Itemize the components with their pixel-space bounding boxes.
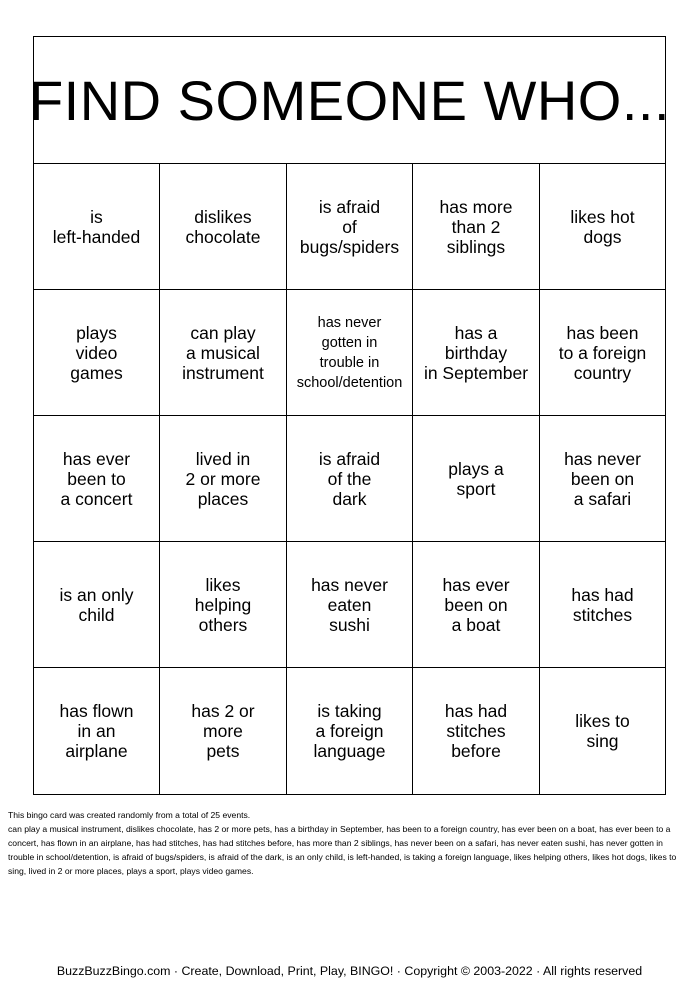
- bingo-cell: is afraid of the dark: [287, 416, 413, 542]
- bingo-cell: plays a sport: [413, 416, 540, 542]
- bingo-cell: has more than 2 siblings: [413, 164, 540, 290]
- bingo-cell: has ever been on a boat: [413, 542, 540, 668]
- bingo-cell: is taking a foreign language: [287, 668, 413, 794]
- card-title: FIND SOMEONE WHO...: [34, 37, 665, 164]
- bingo-cell: likes hot dogs: [540, 164, 665, 290]
- bingo-cell: has had stitches before: [413, 668, 540, 794]
- bingo-cell: likes to sing: [575, 711, 630, 751]
- bingo-cell: is an only child: [34, 542, 160, 668]
- bingo-cell: can play a musical instrument: [160, 290, 287, 416]
- note-events: can play a musical instrument, dislikes chocolate, has 2 or more pets, has a birthday in September, has been to a foreign country, has ever been on a boat, has ever been to a concert, has flown in an airplane, has had stitches, has had stitches before, has more than 2 siblings, has never been on a safari, has never eaten sushi, has never gotten in trouble in school/detention, is afraid of bugs/spiders, is afraid of the dark, is an only child, is left-handed, is taking a foreign language, likes helping others, likes hot dogs, likes to sing, lived in 2 or more places, plays a sport, plays video games.: [8, 824, 677, 876]
- bingo-cell: has never eaten sushi: [287, 542, 413, 668]
- bingo-cell: has had stitches: [540, 542, 665, 668]
- bingo-cell: has never gotten in trouble in school/detention: [287, 290, 413, 416]
- note-intro: This bingo card was created randomly from a total of 25 events.: [8, 810, 251, 820]
- card-note: [8, 808, 688, 878]
- bingo-cell: has never been on a safari: [540, 416, 665, 542]
- bingo-cell: is left-handed: [34, 164, 160, 290]
- bingo-cell: has flown in an airplane: [34, 668, 160, 794]
- bingo-cell: has 2 or more pets: [160, 668, 287, 794]
- bingo-cell: likes helping others: [160, 542, 287, 668]
- bingo-cell: plays video games: [34, 290, 160, 416]
- bingo-cell: lived in 2 or more places: [160, 416, 287, 542]
- bingo-cell: dislikes chocolate: [160, 164, 287, 290]
- bingo-cell: has ever been to a concert: [34, 416, 160, 542]
- footer-copyright: BuzzBuzzBingo.com · Create, Download, Print, Play, BINGO! · Copyright © 2003-2022 · All rights reserved: [56, 964, 643, 978]
- bingo-card: [28, 36, 671, 795]
- bingo-cell: has been to a foreign country: [540, 290, 665, 416]
- bingo-grid: [34, 164, 665, 794]
- bingo-cell: is afraid of bugs/spiders: [287, 164, 413, 290]
- bingo-cell: has a birthday in September: [413, 290, 540, 416]
